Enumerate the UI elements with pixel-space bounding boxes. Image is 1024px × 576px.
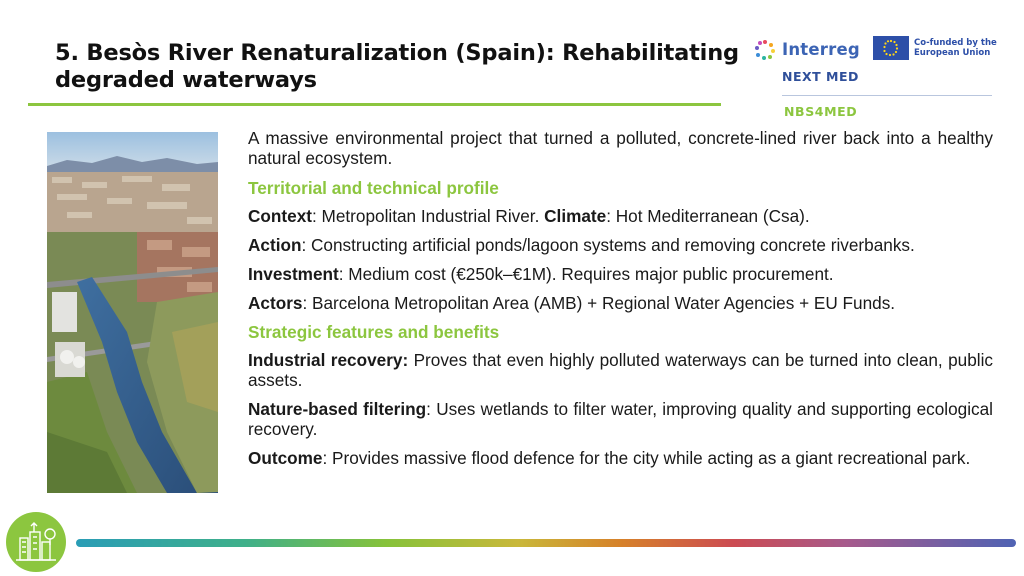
eu-cofunded-label: Co-funded by the European Union [914,38,997,58]
outcome-line [248,448,993,468]
interreg-flower-icon [754,39,776,61]
outcome-text: : Provides massive flood defence for the city while acting as a giant recreational park. [322,448,971,468]
logo-divider [782,95,992,96]
project-name: NBS4MED [784,104,858,119]
climate-text: : Hot Mediterranean (Csa). [606,206,810,226]
territorial-heading: Territorial and technical profile [248,178,499,198]
besos-river-aerial-photo [47,132,218,493]
actors-line [248,293,993,313]
actors-label: Actors [248,293,303,313]
interreg-wordmark: Interreg [782,40,860,59]
industrial-label: Industrial recovery: [248,350,409,370]
next-med-wordmark: NEXT MED [782,69,859,84]
action-text: : Constructing artificial ponds/lagoon systems and removing concrete riverbanks. [301,235,915,255]
filtering-text: : Uses wetlands to filter water, improving quality and supporting ecological recovery. [248,399,994,439]
actors-text: : Barcelona Metropolitan Area (AMB) + Regional Water Agencies + EU Funds. [302,293,896,313]
interreg-next-med-logo [752,36,872,92]
filtering-label: Nature-based filtering [248,399,427,419]
investment-label: Investment [248,264,339,284]
intro-paragraph: A massive environmental project that turned a polluted, concrete-lined river back into a healthy natural ecosystem. [248,128,993,168]
context-text: : Metropolitan Industrial River. [311,206,545,226]
context-label: Context [248,206,312,226]
title-underline [28,103,721,106]
investment-line [248,264,993,284]
bottom-gradient-bar [76,539,1016,547]
city-nature-icon [6,512,66,572]
industrial-text: Proves that even highly polluted waterways can be turned into clean, public assets. [248,350,993,390]
context-climate-line [248,206,993,226]
investment-text: : Medium cost (€250k–€1M). Requires major public procurement. [338,264,834,284]
action-line [248,235,993,255]
strategic-heading: Strategic features and benefits [248,322,500,342]
eu-flag-icon [873,36,909,60]
action-label: Action [248,235,302,255]
outcome-label: Outcome [248,448,323,468]
filtering-line [248,399,993,439]
content-body [248,128,993,477]
slide-title: 5. Besòs River Renaturalization (Spain): Rehabilitating degraded waterways [55,40,739,93]
industrial-line [248,350,993,390]
climate-label: Climate [544,206,607,226]
